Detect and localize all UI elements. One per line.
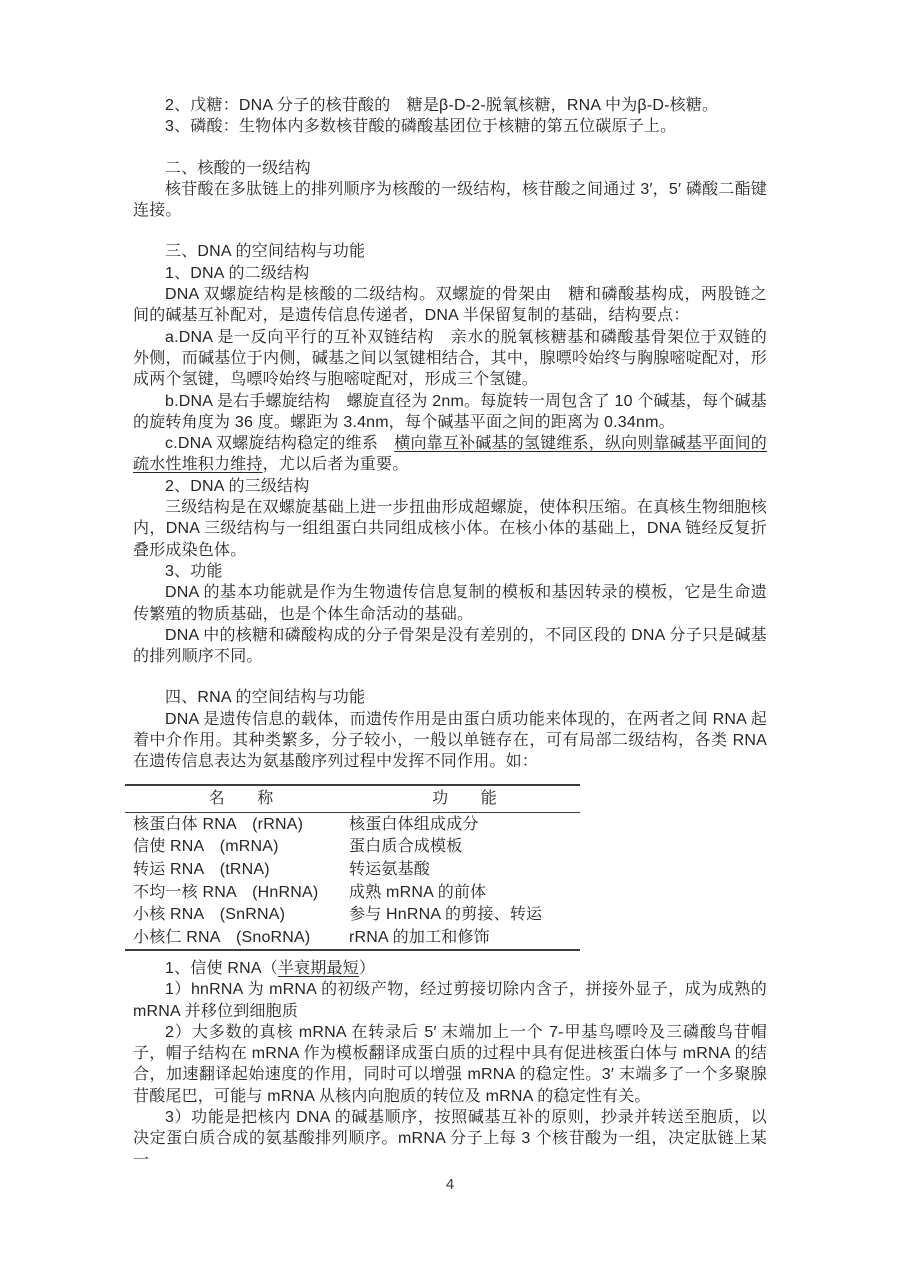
text-run: 2、戊糖：DNA 分子的核苷酸的 糖是β-D-2-脱氧核糖，RNA 中为β-D-核糖。 xyxy=(165,97,719,114)
text-run: 核苷酸在多肽链上的排列顺序为核酸的一级结构，核苷酸之间通过 3′，5′ 磷酸二酯键连接。 xyxy=(133,180,767,220)
text-run: b.DNA 是右手螺旋结构 螺旋直径为 2nm。每旋转一周包含了 10 个碱基，每个碱基的旋转角度为 36 度。螺距为 3.4nm，每个碱基平面之间的距离为 0.34nm。 xyxy=(133,392,767,431)
para-point-c xyxy=(133,433,767,476)
blank-line xyxy=(133,138,767,158)
table-header-name: 名 称 xyxy=(125,785,349,813)
para-rna-intro xyxy=(133,709,767,773)
text-run: DNA 的基本功能就是作为生物遗传信息复制的模板和基因转录的模板，它是生命遗传繁殖的物质基础，也是个体生命活动的基础。 xyxy=(133,584,767,623)
text-run: 1、信使 RNA（ xyxy=(165,959,278,977)
underlined-text: 横向靠互补碱基的氢键维系，纵向则靠碱基平面间的疏水性堆积力维持 xyxy=(133,435,767,474)
text-run: 三、DNA 的空间结构与功能 xyxy=(165,243,366,261)
rna-name-cell: 核蛋白体 RNA (rRNA) xyxy=(133,815,304,833)
text-run: 四、RNA 的空间结构与功能 xyxy=(165,689,366,707)
text-run: ） xyxy=(358,959,376,977)
table-header-row xyxy=(125,785,580,813)
para-mrna-2 xyxy=(133,1022,767,1107)
para-point-a xyxy=(133,327,767,391)
para-dna-function-1 xyxy=(133,582,767,625)
text-run: DNA 是遗传信息的载体，而遗传作用是由蛋白质功能来体现的，在两者之间 RNA 起着中介作用。其种类繁多，分子较小，一般以单链存在，可有局部二级结构，各类 RNA 在遗传信息表达为氨基酸序列过程中发挥不同作用。如： xyxy=(133,710,767,771)
table-row xyxy=(125,858,580,881)
table-row xyxy=(125,836,580,859)
text-run: DNA 双螺旋结构是核酸的二级结构。双螺旋的骨架由 糖和磷酸基构成，两股链之间的碱基互补配对，是遗传信息传递者，DNA 半保留复制的基础，结构要点： xyxy=(133,286,767,325)
para-primary-structure xyxy=(133,179,767,222)
text-run: a.DNA 是一反向平行的互补双链结构 亲水的脱氧核糖基和磷酸基骨架位于双链的外侧，而碱基位于内侧，碱基之间以氢键相结合，其中，腺嘌呤始终与胸腺嘧啶配对，形成两个氢键，鸟嘌呤始终与胞嘧啶配对，形成三个氢键。 xyxy=(133,328,767,389)
heading-primary-structure xyxy=(133,158,767,179)
para-pentose xyxy=(133,95,767,116)
text-run: c.DNA 双螺旋结构稳定的维系 xyxy=(165,435,395,453)
para-mrna-1 xyxy=(133,979,767,1022)
rna-name-cell: 转运 RNA (tRNA) xyxy=(133,860,270,878)
rna-function-cell: 成熟 mRNA 的前体 xyxy=(349,883,487,901)
rna-function-cell: 转运氨基酸 xyxy=(349,860,431,878)
table-header-function: 功 能 xyxy=(349,785,580,813)
underlined-text: 半衰期最短 xyxy=(277,959,359,977)
rna-name-cell: 信使 RNA (mRNA) xyxy=(133,838,279,856)
table-row xyxy=(125,926,580,950)
text-run: 3、功能 xyxy=(165,562,223,580)
para-dna-tertiary xyxy=(133,497,767,561)
heading-dna-structure-function xyxy=(133,241,767,262)
text-run: 1、DNA 的二级结构 xyxy=(165,264,310,282)
rna-name-cell: 小核 RNA (SnRNA) xyxy=(133,906,286,924)
page-number: 4 xyxy=(445,1176,455,1193)
text-run: 3、磷酸：生物体内多数核苷酸的磷酸基团位于核糖的第五位碳原子上。 xyxy=(165,118,677,136)
text-run: 2、DNA 的三级结构 xyxy=(165,477,310,495)
blank-line xyxy=(133,667,767,687)
text-run: 2）大多数的真核 mRNA 在转录后 5′ 末端加上一个 7-甲基鸟嘌呤及三磷酸鸟苷帽子，帽子结构在 mRNA 作为模板翻译成蛋白质的过程中具有促进核蛋白体与 mRNA 的结合，加速翻译起始速度的作用，同时可以增强 mRNA 的稳定性。3′ 末端多了一个多聚腺苷酸尾巴，可能与 mRNA 从核内向胞质的转位及 mRNA 的稳定性有关。 xyxy=(133,1023,767,1105)
rna-function-cell: rRNA 的加工和修饰 xyxy=(349,928,490,946)
blank-line xyxy=(133,221,767,241)
rna-name-cell: 不均一核 RNA (HnRNA) xyxy=(133,883,319,901)
table-row xyxy=(125,881,580,904)
rna-function-cell: 参与 HnRNA 的剪接、转运 xyxy=(349,906,543,924)
heading-dna-secondary xyxy=(133,263,767,284)
rna-name-cell: 小核仁 RNA (SnoRNA) xyxy=(133,928,311,946)
para-dna-function-2 xyxy=(133,625,767,668)
heading-dna-tertiary xyxy=(133,476,767,497)
text-run: 3）功能是把核内 DNA 的碱基顺序，按照碱基互补的原则，抄录并转送至胞质，以决定蛋白质合成的氨基酸排列顺序。mRNA 分子上每 3 个核苷酸为一组，决定肽链上某一 xyxy=(133,1109,767,1169)
table-row xyxy=(125,904,580,927)
para-point-b xyxy=(133,391,767,434)
rna-function-cell: 蛋白质合成模板 xyxy=(349,838,463,856)
heading-mrna xyxy=(133,958,767,979)
heading-rna-structure-function xyxy=(133,687,767,708)
text-run: 二、核酸的一级结构 xyxy=(165,159,311,177)
rna-function-cell: 核蛋白体组成成分 xyxy=(349,815,479,833)
text-run: ，尤以后者为重要。 xyxy=(262,456,409,474)
document-content xyxy=(133,95,767,1171)
para-dna-secondary xyxy=(133,284,767,327)
rna-types-table xyxy=(125,784,580,951)
para-mrna-3 xyxy=(133,1107,767,1171)
text-run: 三级结构是在双螺旋基础上进一步扭曲形成超螺旋，使体积压缩。在真核生物细胞核内，DNA 三级结构与一组组蛋白共同组成核小体。在核小体的基础上，DNA 链经反复折叠形成染色体。 xyxy=(133,499,767,559)
para-phosphate xyxy=(133,116,767,137)
text-run: 1）hnRNA 为 mRNA 的初级产物，经过剪接切除内含子，拼接外显子，成为成熟的 mRNA 并移位到细胞质 xyxy=(133,981,767,1020)
table-row xyxy=(125,812,580,835)
heading-dna-function xyxy=(133,561,767,582)
text-run: DNA 中的核糖和磷酸构成的分子骨架是没有差别的，不同区段的 DNA 分子只是碱基的排列顺序不同。 xyxy=(133,626,767,666)
